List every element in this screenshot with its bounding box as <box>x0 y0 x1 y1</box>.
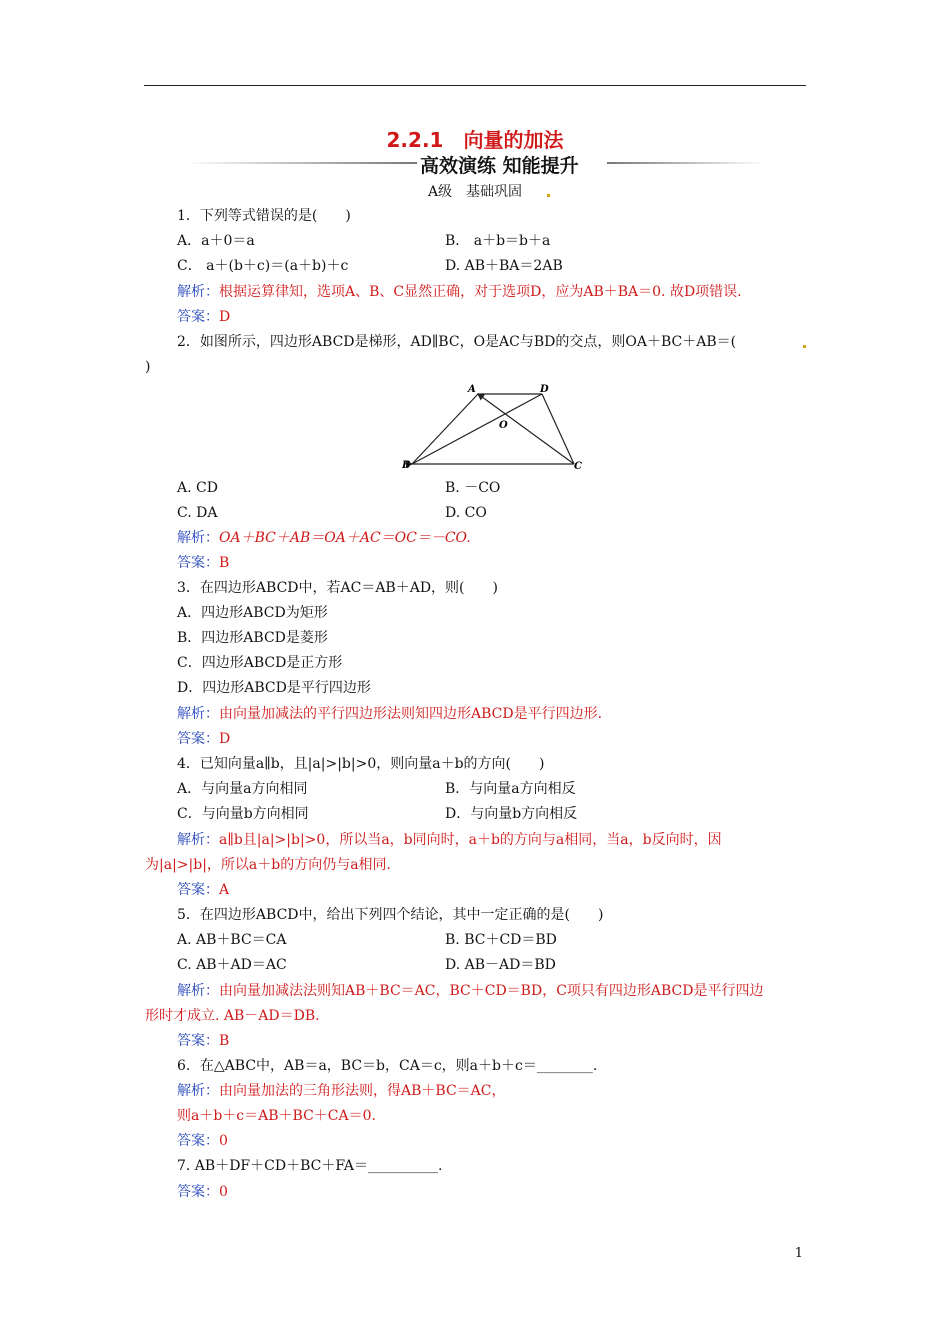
q5-analysis-cont: 形时才成立. AB－AD＝DB. <box>145 1008 320 1024</box>
segment-bd <box>412 394 542 464</box>
q4-analysis-cont: 为|a|>|b|，所以a＋b的方向仍与a相同. <box>145 857 392 873</box>
label-a: A <box>468 384 476 395</box>
banner-line-left <box>185 162 417 164</box>
q5-answer <box>177 1031 229 1051</box>
analysis-label: 解析： <box>177 1083 219 1099</box>
answer-label: 答案： <box>177 1184 219 1200</box>
q3-analysis <box>177 704 602 724</box>
banner <box>185 151 765 175</box>
q2-option-d: D. CO <box>445 505 487 521</box>
answer-value: 0 <box>219 1133 228 1149</box>
label-c: C <box>574 461 582 472</box>
q5-analysis <box>177 981 764 1001</box>
answer-label: 答案： <box>177 1133 219 1149</box>
analysis-label: 解析： <box>177 530 219 546</box>
q6-analysis-cont: 则a＋b＋c＝AB＋BC＋CA＝0. <box>177 1108 376 1124</box>
q4-stem: 4．已知向量a∥b，且|a|>|b|>0，则向量a＋b的方向( ) <box>177 756 545 772</box>
q7-stem: 7. AB＋DF＋CD＋BC＋FA＝__________. <box>177 1158 443 1174</box>
analysis-label: 解析： <box>177 983 219 999</box>
segment-ab <box>412 394 478 464</box>
banner-line-right <box>607 162 765 164</box>
q4-analysis <box>177 830 722 850</box>
analysis-text: 根据运算律知，选项A、B、C显然正确，对于选项D，应为AB＋BA＝0. 故D项错误. <box>219 284 742 300</box>
analysis-text: a∥b且|a|>|b|>0，所以当a，b同向时，a＋b的方向与a相同，当a，b反向时，因 <box>219 832 722 848</box>
q2-option-a: A. CD <box>177 480 218 496</box>
q3-answer <box>177 729 230 749</box>
q2-stem: 2．如图所示，四边形ABCD是梯形，AD∥BC，O是AC与BD的交点，则OA＋BC＋AB＝( <box>177 334 737 350</box>
q4-option-b: B．与向量a方向相反 <box>445 781 576 797</box>
q5-option-d: D. AB－AD＝BD <box>445 957 556 973</box>
answer-value: D <box>219 309 231 325</box>
segment-dc <box>542 394 574 464</box>
q6-analysis <box>177 1081 505 1101</box>
q2-answer <box>177 553 229 573</box>
q5-option-c: C. AB＋AD＝AC <box>177 957 287 973</box>
label-o: O <box>499 420 508 431</box>
q3-option-b: B．四边形ABCD是菱形 <box>177 630 328 646</box>
analysis-label: 解析： <box>177 284 219 300</box>
q2-option-c: C. DA <box>177 505 218 521</box>
header-rule <box>144 85 806 86</box>
q1-analysis <box>177 282 742 302</box>
level-heading: A级 基础巩固 <box>427 184 523 200</box>
answer-value: B <box>219 555 230 571</box>
analysis-text: 由向量加减法的平行四边形法则知四边形ABCD是平行四边形. <box>219 706 603 722</box>
q5-option-a: A. AB＋BC＝CA <box>177 932 287 948</box>
q4-option-a: A．与向量a方向相同 <box>177 781 308 797</box>
page-number: 1 <box>794 1246 803 1261</box>
answer-label: 答案： <box>177 882 219 898</box>
q3-stem: 3．在四边形ABCD中，若AC＝AB＋AD，则( ) <box>177 580 498 596</box>
banner-text: 高效演练 知能提升 <box>420 155 579 177</box>
q1-stem: 1．下列等式错误的是( ) <box>177 208 351 224</box>
segment-ca <box>478 394 574 464</box>
answer-value: 0 <box>219 1184 228 1200</box>
decorative-dot <box>547 194 550 197</box>
q6-stem: 6．在△ABC中，AB＝a，BC＝b，CA＝c，则a＋b＋c＝________. <box>177 1058 598 1074</box>
analysis-text: OA＋BC＋AB＝OA＋AC＝OC＝－CO. <box>219 530 471 546</box>
analysis-text: 由向量加法的三角形法则，得AB＋BC＝AC， <box>219 1083 506 1099</box>
q6-answer <box>177 1131 228 1151</box>
answer-label: 答案： <box>177 309 219 325</box>
q2-analysis <box>177 528 471 548</box>
answer-label: 答案： <box>177 731 219 747</box>
q3-option-c: C．四边形ABCD是正方形 <box>177 655 343 671</box>
answer-value: A <box>219 882 230 898</box>
decorative-dot <box>803 345 806 348</box>
label-d: D <box>540 384 549 395</box>
q2-option-b: B. －CO <box>445 480 501 496</box>
q4-option-d: D．与向量b方向相反 <box>445 806 578 822</box>
answer-value: B <box>219 1033 230 1049</box>
label-b: B <box>402 460 411 471</box>
q2-stem-cont: ) <box>145 359 151 375</box>
q1-option-d: D. AB＋BA＝2AB <box>445 258 563 274</box>
q4-option-c: C．与向量b方向相同 <box>177 806 309 822</box>
answer-label: 答案： <box>177 555 219 571</box>
answer-value: D <box>219 731 231 747</box>
q4-answer <box>177 880 229 900</box>
q1-option-c: C． a＋(b＋c)＝(a＋b)＋c <box>177 258 349 274</box>
q7-answer <box>177 1182 228 1202</box>
q5-option-b: B. BC＋CD＝BD <box>445 932 557 948</box>
q1-answer <box>177 307 230 327</box>
trapezoid-diagram <box>398 380 588 472</box>
q3-option-a: A．四边形ABCD为矩形 <box>177 605 328 621</box>
q1-option-a: A．a＋0＝a <box>177 233 255 249</box>
analysis-label: 解析： <box>177 706 219 722</box>
section-title: 2.2.1 向量的加法 <box>386 128 564 152</box>
analysis-label: 解析： <box>177 832 219 848</box>
q5-stem: 5．在四边形ABCD中，给出下列四个结论，其中一定正确的是( ) <box>177 907 604 923</box>
answer-label: 答案： <box>177 1033 219 1049</box>
q1-option-b: B． a＋b＝b＋a <box>445 233 551 249</box>
q3-option-d: D．四边形ABCD是平行四边形 <box>177 680 371 696</box>
analysis-text: 由向量加减法法则知AB＋BC＝AC，BC＋CD＝BD，C项只有四边形ABCD是平行四边 <box>219 983 764 999</box>
